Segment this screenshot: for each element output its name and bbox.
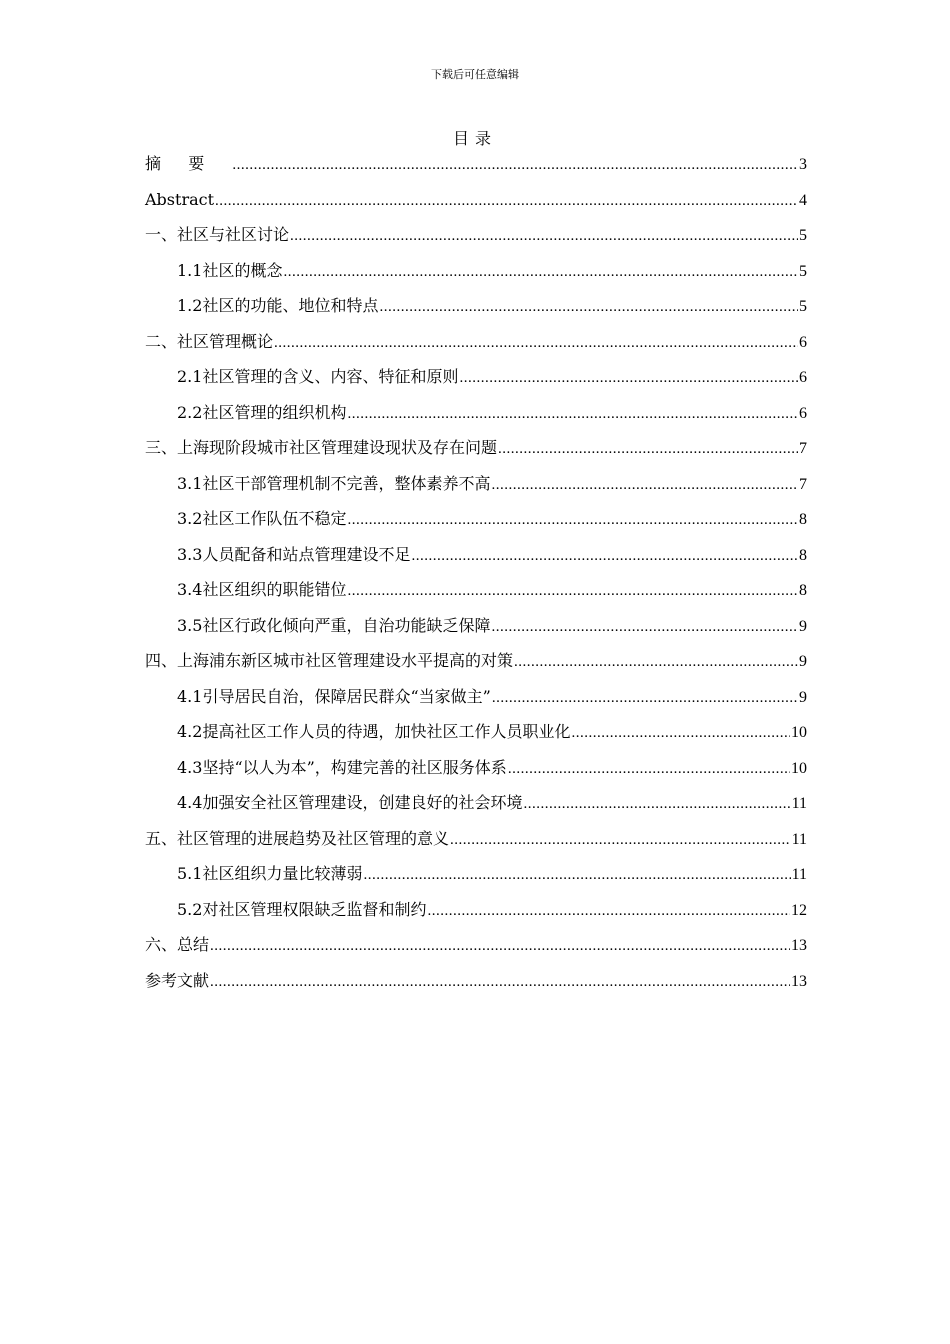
toc-entry-page: 3 bbox=[799, 156, 807, 173]
toc-entry-section-3-4[interactable] bbox=[145, 572, 807, 608]
toc-entry-page: 5 bbox=[799, 298, 807, 315]
toc-entry-page: 4 bbox=[799, 191, 807, 209]
toc-entry-abstract-cn[interactable] bbox=[145, 146, 807, 182]
toc-entry-label: 1.2社区的功能、地位和特点 bbox=[177, 296, 379, 315]
toc-entry-label: 五、社区管理的进展趋势及社区管理的意义 bbox=[145, 828, 450, 848]
toc-entry-page: 5 bbox=[799, 227, 807, 244]
toc-entry-label: 四、上海浦东新区城市社区管理建设水平提高的对策 bbox=[145, 651, 514, 670]
header-note: 下载后可任意编辑 bbox=[431, 68, 519, 81]
toc-leader-dots bbox=[347, 397, 798, 433]
toc-leader-dots bbox=[347, 574, 798, 610]
toc-entry-label: 2.2社区管理的组织机构 bbox=[177, 402, 347, 422]
toc-entry-section-1-2[interactable] bbox=[145, 288, 807, 324]
toc-leader-dots bbox=[492, 681, 798, 717]
toc-entry-label: 3.1社区干部管理机制不完善，整体素养不高 bbox=[177, 473, 491, 493]
toc-entry-page: 11 bbox=[791, 866, 807, 883]
toc-entry-page: 6 bbox=[799, 404, 807, 422]
toc-entry-label: 3.4社区组织的职能错位 bbox=[177, 580, 347, 599]
toc-leader-dots bbox=[450, 823, 791, 859]
toc-leader-dots bbox=[215, 184, 798, 220]
toc-entry-label: 4.3坚持“以人为本”，构建完善的社区服务体系 bbox=[177, 757, 507, 777]
toc-title: 目录 bbox=[452, 129, 497, 148]
toc-leader-dots bbox=[571, 716, 790, 752]
toc-leader-dots bbox=[347, 503, 798, 539]
toc-leader-dots bbox=[210, 929, 790, 965]
toc-entry-section-2-2[interactable] bbox=[145, 395, 807, 431]
toc-entry-label: 4.4加强安全社区管理建设，创建良好的社会环境 bbox=[177, 793, 523, 812]
toc-entry-label: 4.2提高社区工作人员的待遇，加快社区工作人员职业化 bbox=[177, 722, 571, 741]
toc-entry-label: 六、总结 bbox=[145, 935, 210, 954]
toc-leader-dots bbox=[508, 752, 790, 788]
toc-entry-label: 3.3人员配备和站点管理建设不足 bbox=[177, 544, 411, 564]
toc-leader-dots bbox=[491, 468, 798, 504]
toc-entry-section-3-2[interactable] bbox=[145, 501, 807, 537]
toc-entry-page: 10 bbox=[791, 724, 807, 741]
toc-entry-label: Abstract bbox=[145, 189, 215, 209]
toc-entry-chapter-6[interactable] bbox=[145, 927, 807, 963]
toc-leader-dots bbox=[290, 219, 798, 255]
toc-entry-page: 11 bbox=[791, 830, 807, 848]
toc-entry-page: 6 bbox=[799, 333, 807, 351]
toc-leader-dots bbox=[491, 610, 798, 646]
toc-entry-label: 4.1引导居民自治，保障居民群众“当家做主” bbox=[177, 686, 491, 706]
toc-leader-dots bbox=[283, 255, 798, 291]
toc-entry-label: 1.1社区的概念 bbox=[177, 260, 283, 280]
toc-entry-chapter-5[interactable] bbox=[145, 821, 807, 857]
toc-entry-label: 3.2社区工作队伍不稳定 bbox=[177, 509, 347, 528]
toc-entry-label: 2.1社区管理的含义、内容、特征和原则 bbox=[177, 367, 459, 386]
toc-leader-dots bbox=[427, 894, 790, 930]
toc-entry-label: 3.5社区行政化倾向严重，自治功能缺乏保障 bbox=[177, 615, 491, 635]
toc-entry-page: 13 bbox=[791, 972, 807, 990]
toc-entry-section-2-1[interactable] bbox=[145, 359, 807, 395]
toc-leader-dots bbox=[232, 148, 798, 184]
toc-entry-label: 二、社区管理概论 bbox=[145, 331, 274, 351]
toc-entry-page: 9 bbox=[799, 653, 807, 670]
toc-entry-section-4-2[interactable] bbox=[145, 714, 807, 750]
toc-entry-page: 5 bbox=[799, 262, 807, 280]
toc-entry-section-1-1[interactable] bbox=[145, 253, 807, 289]
toc-entry-page: 6 bbox=[799, 369, 807, 386]
toc-leader-dots bbox=[379, 290, 798, 326]
toc-entry-page: 7 bbox=[799, 440, 807, 457]
toc-entry-page: 8 bbox=[799, 582, 807, 599]
toc-entry-section-4-4[interactable] bbox=[145, 785, 807, 821]
toc-entry-chapter-4[interactable] bbox=[145, 643, 807, 679]
toc-leader-dots bbox=[498, 432, 798, 468]
toc-entry-label: 参考文献 bbox=[145, 970, 210, 990]
toc-entry-page: 9 bbox=[799, 688, 807, 706]
toc-leader-dots bbox=[210, 965, 790, 1001]
toc-entry-section-4-1[interactable] bbox=[145, 679, 807, 715]
toc-entry-page: 12 bbox=[791, 901, 807, 919]
toc-entry-chapter-3[interactable] bbox=[145, 430, 807, 466]
toc-entry-page: 10 bbox=[791, 759, 807, 777]
toc-entry-section-3-1[interactable] bbox=[145, 466, 807, 502]
toc-entry-page: 8 bbox=[799, 546, 807, 564]
toc-entry-abstract-en[interactable] bbox=[145, 182, 807, 218]
toc-entry-label: 三、上海现阶段城市社区管理建设现状及存在问题 bbox=[145, 438, 498, 457]
toc-entry-page: 11 bbox=[791, 795, 807, 812]
toc-leader-dots bbox=[523, 787, 790, 823]
toc-leader-dots bbox=[274, 326, 798, 362]
toc-entry-section-3-5[interactable] bbox=[145, 608, 807, 644]
toc-entry-page: 8 bbox=[799, 511, 807, 528]
toc-entry-label: 摘要 bbox=[145, 154, 232, 173]
toc-entry-label: 一、社区与社区讨论 bbox=[145, 225, 290, 244]
toc-entry-page: 7 bbox=[799, 475, 807, 493]
toc-leader-dots bbox=[459, 361, 798, 397]
toc-entry-chapter-1[interactable] bbox=[145, 217, 807, 253]
toc-leader-dots bbox=[363, 858, 790, 894]
toc-entry-page: 13 bbox=[791, 937, 807, 954]
toc-entry-section-5-2[interactable] bbox=[145, 892, 807, 928]
toc-leader-dots bbox=[411, 539, 798, 575]
toc-entry-section-4-3[interactable] bbox=[145, 750, 807, 786]
toc-entry-references[interactable] bbox=[145, 963, 807, 999]
toc-entry-chapter-2[interactable] bbox=[145, 324, 807, 360]
toc-entry-section-3-3[interactable] bbox=[145, 537, 807, 573]
toc-entry-label: 5.2对社区管理权限缺乏监督和制约 bbox=[177, 899, 427, 919]
toc-entry-page: 9 bbox=[799, 617, 807, 635]
table-of-contents bbox=[145, 146, 807, 998]
toc-leader-dots bbox=[514, 645, 798, 681]
toc-entry-section-5-1[interactable] bbox=[145, 856, 807, 892]
toc-entry-label: 5.1社区组织力量比较薄弱 bbox=[177, 864, 363, 883]
